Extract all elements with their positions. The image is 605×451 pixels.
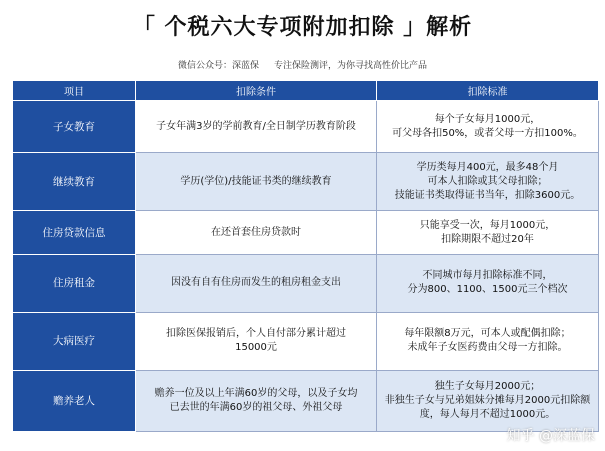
condition-line: 因没有自有住房而发生的租房租金支出	[171, 277, 341, 289]
standard-line: 非独生子女与兄弟姐妹分摊每月2000元扣除额	[384, 394, 591, 406]
table-row	[13, 101, 599, 153]
condition-line: 已去世的年满60岁的祖父母、外祖父母	[169, 401, 343, 413]
condition-line: 在还首套住房贷款时	[211, 226, 301, 238]
standard-line: 学历类每月400元，最多48个月	[416, 161, 559, 173]
row-item-label: 住房租金	[13, 255, 136, 313]
condition-line: 学历(学位)/技能证书类的继续教育	[180, 175, 332, 187]
row-standard	[377, 255, 599, 313]
row-condition	[136, 312, 377, 370]
page-title: 「 个税六大专项附加扣除 」解析	[132, 15, 473, 40]
row-condition	[136, 101, 377, 153]
standard-line: 独生子女每月2000元；	[434, 380, 541, 392]
standard-line: 每个子女每月1000元，	[434, 113, 541, 125]
header-item: 项目	[13, 81, 136, 101]
row-standard	[377, 153, 599, 211]
table-row	[13, 370, 599, 431]
table-header-row	[13, 81, 599, 101]
row-item-label: 赡养老人	[13, 370, 136, 431]
table-row	[13, 153, 599, 211]
condition-line: 扣除医保报销后，个人自付部分累计超过	[166, 328, 346, 340]
slogan-label: 专注保险测评，为你寻找高性价比产品	[273, 61, 427, 71]
row-condition	[136, 370, 377, 431]
condition-line: 子女年满3岁的学前教育/全日制学历教育阶段	[156, 120, 356, 132]
standard-line: 可本人扣除或其父母扣除；	[427, 175, 548, 187]
row-item-label: 大病医疗	[13, 312, 136, 370]
row-condition	[136, 153, 377, 211]
standard-line: 扣除期限不超过20年	[441, 233, 534, 245]
header-condition: 扣除条件	[136, 81, 377, 101]
condition-line: 15000元	[235, 342, 277, 354]
subtitle	[0, 58, 605, 71]
row-condition	[136, 211, 377, 255]
watermark: 知乎 @深蓝保	[506, 428, 595, 444]
table-row	[13, 312, 599, 370]
standard-line: 分为800、1100、1500元三个档次	[407, 284, 568, 296]
row-standard	[377, 211, 599, 255]
standard-line: 不同城市每月扣除标准不同，	[422, 270, 553, 282]
standard-line: 可父母各扣50%，或者父母一方扣100%。	[392, 127, 583, 139]
row-standard	[377, 312, 599, 370]
row-item-label: 子女教育	[13, 101, 136, 153]
row-condition	[136, 255, 377, 313]
row-item-label: 住房贷款信息	[13, 211, 136, 255]
standard-line: 技能证书类取得证书当年，扣除3600元。	[394, 189, 581, 201]
deduction-table	[12, 80, 599, 432]
standard-line: 度，每人每月不超过1000元。	[419, 408, 556, 420]
condition-line: 赡养一位及以上年满60岁的父母，以及子女均	[154, 387, 358, 399]
account-label: 微信公众号：深蓝保	[178, 61, 260, 71]
standard-line: 每年限额8万元，可本人或配偶扣除；	[404, 328, 571, 340]
table-row	[13, 211, 599, 255]
row-standard	[377, 101, 599, 153]
header-standard: 扣除标准	[377, 81, 599, 101]
standard-line: 未成年子女医药费由父母一方扣除。	[407, 342, 568, 354]
row-standard	[377, 370, 599, 431]
table-row	[13, 255, 599, 313]
standard-line: 只能享受一次，每月1000元，	[419, 219, 556, 231]
row-item-label: 继续教育	[13, 153, 136, 211]
